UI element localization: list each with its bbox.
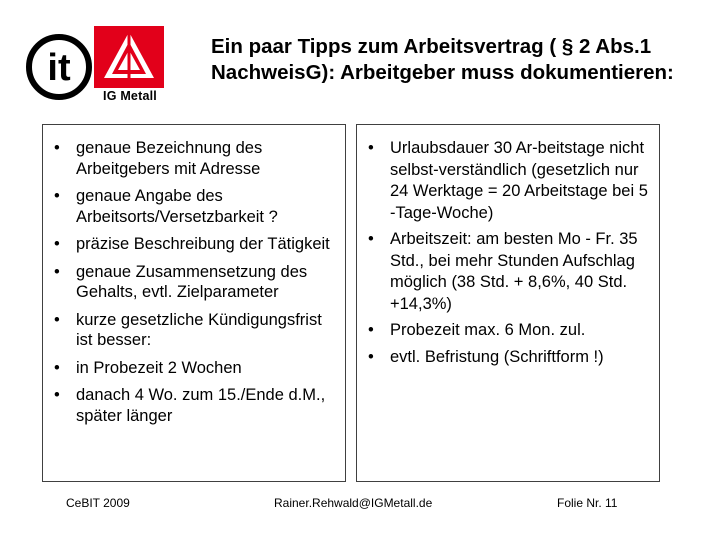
right-column-box [356, 124, 660, 482]
bullet-point: • [54, 262, 60, 281]
list-item [43, 186, 337, 227]
list-item [43, 234, 337, 255]
list-item [357, 320, 651, 342]
list-item-text: Arbeitszeit: am besten Mo - Fr. 35 Std., bei mehr Stunden Aufschlag möglich (38 Std. + 8,6%, 40 Std. +14,3%) [390, 230, 638, 313]
list-item-text: genaue Angabe des Arbeitsorts/Versetzbarkeit ? [76, 187, 278, 226]
list-item [357, 229, 651, 315]
list-item-text: Probezeit max. 6 Mon. zul. [390, 321, 586, 339]
igmetall-logo-label: IG Metall [103, 89, 157, 103]
list-item-text: präzise Beschreibung der Tätigkeit [76, 235, 330, 253]
list-item-text: genaue Bezeichnung des Arbeitgebers mit Adresse [76, 139, 263, 178]
bullet-point: • [54, 139, 60, 157]
footer-slide-number: Folie Nr. 11 [557, 496, 618, 510]
it-logo [24, 26, 94, 108]
list-item [43, 138, 337, 179]
bullet-point: • [54, 358, 60, 377]
list-item [43, 358, 337, 379]
bullet-point: • [368, 321, 374, 339]
list-item-text: kurze gesetzliche Kündigungsfrist ist besser: [76, 310, 322, 349]
bullet-point: • [54, 235, 60, 253]
list-item-text: Urlaubsdauer 30 Ar-beitstage nicht selbst-verständlich (gesetzlich nur 24 Werktage = 20 Arbeitstage bei 5 -Tage-Woche) [390, 139, 648, 222]
list-item [43, 385, 337, 426]
bullet-point: • [54, 187, 60, 205]
bullet-point: • [368, 139, 374, 157]
right-bullet-list [357, 125, 659, 368]
list-item [43, 262, 337, 303]
bullet-point: • [54, 386, 60, 404]
list-item [357, 347, 651, 369]
list-item [43, 310, 337, 351]
list-item-text: danach 4 Wo. zum 15./Ende d.M., später länger [76, 386, 326, 425]
list-item [357, 138, 651, 224]
bullet-point: • [54, 310, 60, 329]
footer-email: Rainer.Rehwald@IGMetall.de [274, 496, 433, 510]
slide-title: Ein paar Tipps zum Arbeitsvertrag ( § 2 Abs.1 NachweisG): Arbeitgeber muss dokumentieren: [211, 35, 674, 84]
footer-event: CeBIT 2009 [66, 496, 130, 510]
list-item-text: evtl. Befristung (Schriftform !) [390, 347, 604, 366]
bullet-point: • [368, 230, 374, 248]
it-logo-text: it [47, 47, 71, 89]
left-column-box [42, 124, 346, 482]
left-bullet-list [43, 125, 345, 426]
list-item-text: in Probezeit 2 Wochen [76, 358, 242, 377]
bullet-point: • [368, 347, 374, 366]
list-item-text: genaue Zusammensetzung des Gehalts, evtl. Zielparameter [76, 262, 308, 301]
